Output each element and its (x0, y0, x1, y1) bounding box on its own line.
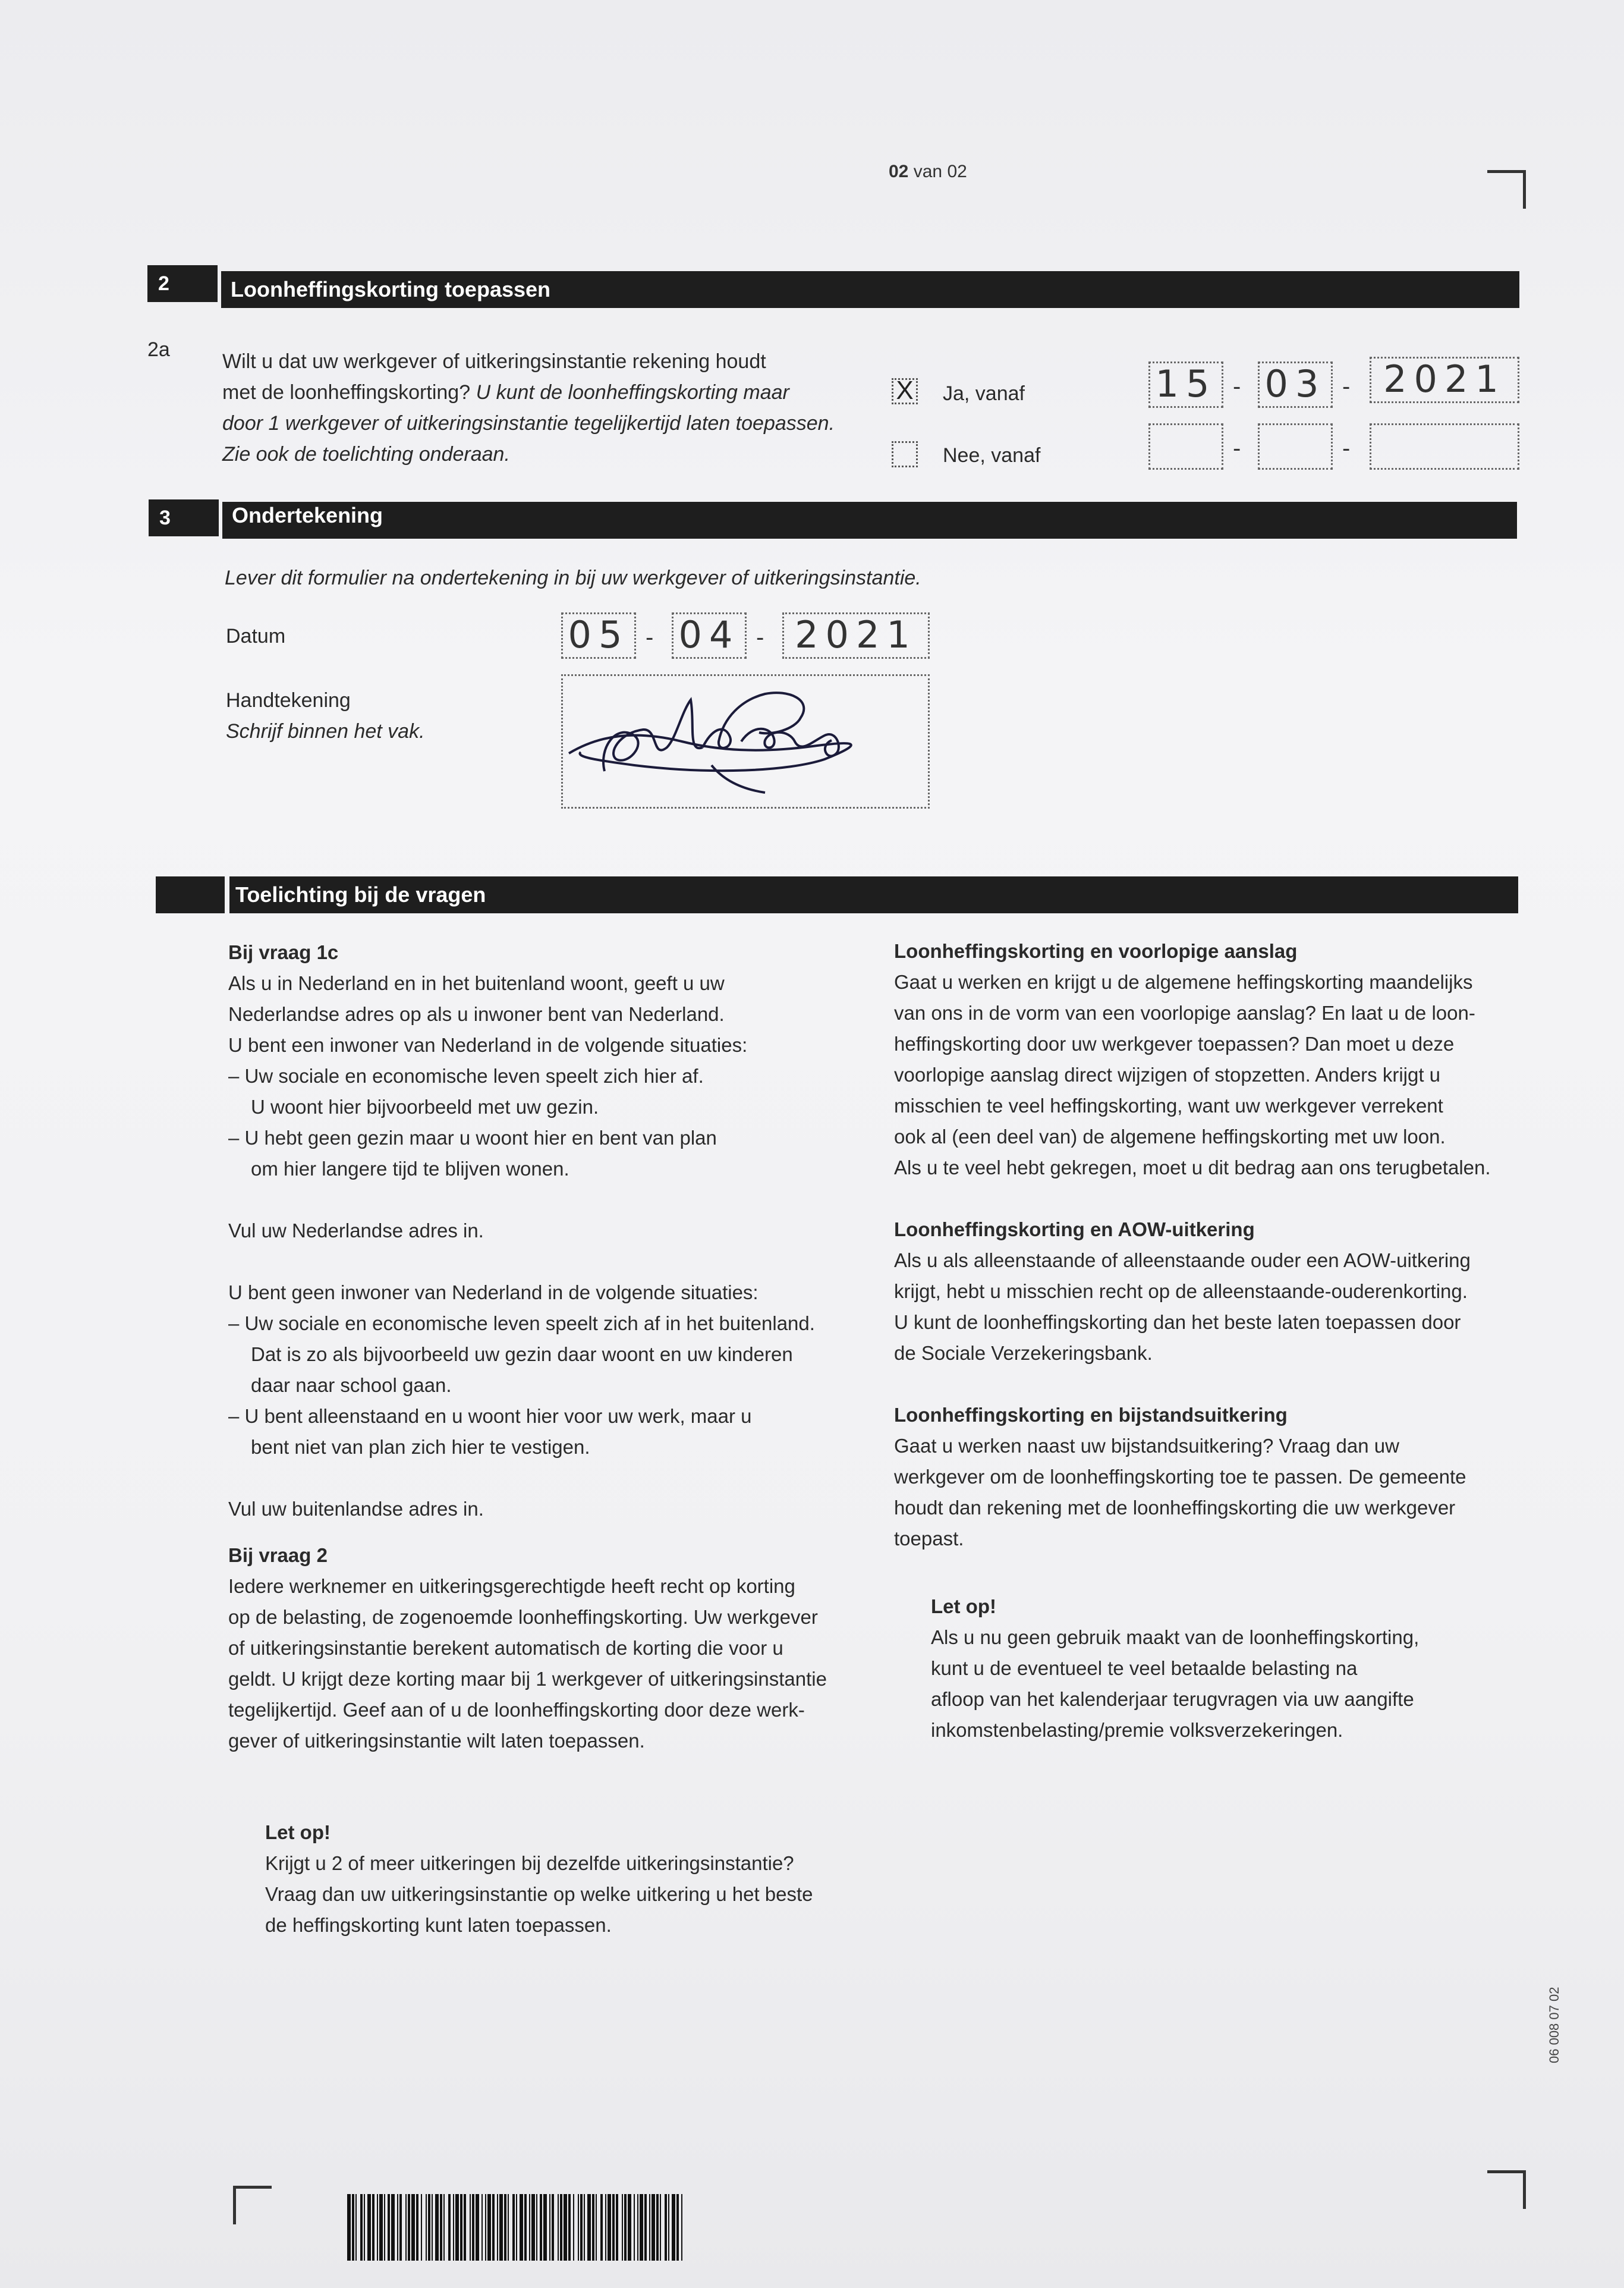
date-separator: - (646, 624, 654, 650)
barcode-bar (624, 2194, 627, 2261)
barcode-bar (352, 2194, 354, 2261)
text-line: geldt. U krijgt deze korting maar bij 1 werkgever of uitkeringsinstantie (228, 1668, 827, 1690)
bullet-line: daar naar school gaan. (251, 1374, 452, 1396)
bullet-line: om hier langere tijd te blijven wonen. (251, 1158, 569, 1180)
label-handtekening: Handtekening (226, 689, 351, 712)
question-2a-hint-line3: Zie ook de toelichting onderaan. (222, 443, 510, 466)
section-3-number: 3 (149, 499, 219, 536)
text-line: Gaat u werken en krijgt u de algemene heffingskorting maandelijks (894, 971, 1473, 993)
bullet-line: Dat is zo als bijvoorbeeld uw gezin daar woont en uw kinderen (251, 1343, 793, 1365)
barcode-bar (416, 2194, 418, 2261)
barcode-bar (637, 2194, 638, 2261)
spacer (228, 1184, 882, 1215)
barcode-bar (622, 2194, 623, 2261)
bullet-line: – U bent alleenstaand en u woont hier voor uw werk, maar u (228, 1405, 752, 1427)
note-right (931, 1591, 1525, 1746)
barcode-bar (355, 2194, 357, 2261)
text-line: U bent een inwoner van Nederland in de volgende situaties: (228, 1034, 748, 1056)
page-current: 02 (889, 162, 909, 181)
barcode-bar (448, 2194, 451, 2261)
text-line: tegelijkertijd. Geef aan of u de loonheffingskorting door deze werk- (228, 1699, 805, 1721)
barcode-bar (360, 2194, 363, 2261)
text-line: van ons in de vorm van een voorlopige aanslag? En laat u de loon- (894, 1002, 1475, 1024)
text-line: of uitkeringsinstantie berekent automatisch de korting die voor u (228, 1637, 783, 1659)
text-line: Als u te veel hebt gekregen, moet u dit bedrag aan ons terugbetalen. (894, 1156, 1491, 1178)
barcode-bar (552, 2194, 554, 2261)
barcode-bar (600, 2194, 603, 2261)
text-line: Vul uw Nederlandse adres in. (228, 1220, 484, 1242)
yes-month-field[interactable]: 03 (1258, 362, 1333, 408)
barcode-bar (367, 2194, 371, 2261)
barcode-bar (540, 2194, 542, 2261)
barcode-bar (516, 2194, 517, 2261)
barcode-bar (426, 2194, 427, 2261)
barcode-bar (596, 2194, 597, 2261)
explanation-voorlopige-aanslag (894, 936, 1560, 1554)
barcode-bar (364, 2194, 365, 2261)
page-total: 02 (947, 162, 967, 181)
date-separator: - (1342, 435, 1351, 461)
text-line: Vraag dan uw uitkeringsinstantie op welke uitkering u het beste (265, 1883, 813, 1905)
barcode-bar (608, 2194, 611, 2261)
barcode-bar (379, 2194, 383, 2261)
question-2a-line1: Wilt u dat uw werkgever of uitkeringsinstantie rekening houdt (222, 350, 766, 373)
barcode-bar (476, 2194, 479, 2261)
spacer (228, 1463, 882, 1494)
barcode-bar (681, 2194, 682, 2261)
checkbox-ja[interactable]: X (892, 378, 918, 404)
text-line: ook al (een deel van) de algemene heffingskorting met uw loon. (894, 1126, 1446, 1148)
barcode-bar (634, 2194, 635, 2261)
barcode-bar (656, 2194, 659, 2261)
barcode-bar (347, 2194, 351, 2261)
spacer (894, 1183, 1560, 1214)
text-line: Gaat u werken naast uw bijstandsuitkering? Vraag dan uw (894, 1435, 1399, 1457)
barcode-bar (487, 2194, 491, 2261)
barcode-bar (660, 2194, 661, 2261)
no-year-field[interactable] (1370, 423, 1519, 470)
barcode-bar (384, 2194, 385, 2261)
barcode-bar (499, 2194, 503, 2261)
barcode-bar (512, 2194, 515, 2261)
spacer (228, 1246, 882, 1277)
text-line: de heffingskorting kunt laten toepassen. (265, 1914, 612, 1936)
barcode-bar (529, 2194, 530, 2261)
document-id: 06 008 07 02 (1547, 1987, 1562, 2063)
barcode-bar (584, 2194, 585, 2261)
barcode-bar (377, 2194, 378, 2261)
checkbox-nee[interactable] (892, 441, 918, 467)
barcode-bar (508, 2194, 509, 2261)
text-line: Iedere werknemer en uitkeringsgerechtigde heeft recht op korting (228, 1575, 795, 1597)
text-line: Als u als alleenstaande of alleenstaande ouder een AOW-uitkering (894, 1249, 1471, 1271)
signing-instruction: Lever dit formulier na ondertekening in bij uw werkgever of uitkeringsinstantie. (225, 567, 921, 589)
bullet-line: U woont hier bijvoorbeeld met uw gezin. (251, 1096, 599, 1118)
barcode-bar (652, 2194, 655, 2261)
text-line: houdt dan rekening met de loonheffingskorting die uw werkgever (894, 1497, 1456, 1519)
no-day-field[interactable] (1148, 423, 1223, 470)
barcode-bar (435, 2194, 439, 2261)
question-2a-hint-line2: door 1 werkgever of uitkeringsinstantie tegelijkertijd laten toepassen. (222, 412, 835, 435)
text-line: krijgt, hebt u misschien recht op de alleenstaande-ouderenkorting. (894, 1280, 1468, 1302)
text-line: heffingskorting door uw werkgever toepassen? Dan moet u deze (894, 1033, 1455, 1055)
label-ja-vanaf: Ja, vanaf (943, 382, 1025, 405)
barcode-bar (592, 2194, 594, 2261)
barcode-bar (492, 2194, 495, 2261)
text-line: afloop van het kalenderjaar terugvragen via uw aangifte (931, 1688, 1414, 1710)
question-2a-hint-start: U kunt de loonheffingskorting maar (476, 381, 789, 404)
text-line: voorlopige aanslag direct wijzigen of stopzetten. Anders krijgt u (894, 1064, 1441, 1086)
text-line: U kunt de loonheffingskorting dan het beste laten toepassen door (894, 1311, 1461, 1333)
spacer (228, 1525, 882, 1540)
no-month-field[interactable] (1258, 423, 1333, 470)
sign-month-field[interactable]: 04 (672, 612, 747, 659)
barcode-bar (497, 2194, 498, 2261)
barcode-bar (605, 2194, 606, 2261)
barcode-bar (472, 2194, 474, 2261)
barcode-bar (640, 2194, 643, 2261)
text-line: Vul uw buitenlandse adres in. (228, 1498, 484, 1520)
crop-mark-bottom-right (1487, 2170, 1526, 2209)
barcode-bar (665, 2194, 667, 2261)
barcode-bar (531, 2194, 535, 2261)
heading-voorlopige-aanslag: Loonheffingskorting en voorlopige aanslag (894, 940, 1298, 962)
barcode-bar (558, 2194, 559, 2261)
barcode-bar (587, 2194, 591, 2261)
barcode-bar (464, 2194, 466, 2261)
note-left (265, 1817, 889, 1941)
question-2a-text: met de loonheffingskorting? (222, 381, 471, 404)
page-number (889, 162, 967, 182)
heading-bijstandsuitkering: Loonheffingskorting en bijstandsuitkering (894, 1404, 1288, 1426)
note-heading: Let op! (265, 1821, 331, 1843)
bullet-line: bent niet van plan zich hier te vestigen. (251, 1436, 590, 1458)
barcode-bar (649, 2194, 650, 2261)
label-nee-vanaf: Nee, vanaf (943, 444, 1041, 467)
barcode-bar (543, 2194, 547, 2261)
question-2a-line2 (222, 377, 789, 408)
barcode-bar (524, 2194, 527, 2261)
barcode-bar (411, 2194, 415, 2261)
barcode-bar (391, 2194, 395, 2261)
barcode-bar (672, 2194, 675, 2261)
spacer (894, 1369, 1560, 1400)
date-separator: - (1233, 373, 1241, 400)
question-2a-number: 2a (147, 338, 170, 361)
section-3-title: Ondertekening (232, 503, 383, 527)
barcode-bar (504, 2194, 506, 2261)
text-line: gever of uitkeringsinstantie wilt laten toepassen. (228, 1730, 645, 1752)
label-datum: Datum (226, 625, 286, 648)
barcode-bar (616, 2194, 618, 2261)
barcode-bar (573, 2194, 574, 2261)
date-separator: - (756, 624, 764, 650)
barcode-bar (560, 2194, 562, 2261)
text-line: toepast. (894, 1528, 964, 1550)
text-line: de Sociale Verzekeringsbank. (894, 1342, 1153, 1364)
barcode-bar (485, 2194, 486, 2261)
barcode-bar (443, 2194, 445, 2261)
barcode-bar (676, 2194, 679, 2261)
crop-mark-top-right (1487, 170, 1526, 209)
barcode-bar (432, 2194, 433, 2261)
signature-hint: Schrijf binnen het vak. (226, 720, 425, 743)
barcode-bar (455, 2194, 459, 2261)
section-2-number: 2 (147, 265, 218, 302)
note-heading: Let op! (931, 1595, 996, 1617)
text-line: misschien te veel heffingskorting, want uw werkgever verrekent (894, 1095, 1443, 1117)
barcode-bar (578, 2194, 579, 2261)
barcode-bar (564, 2194, 567, 2261)
yes-year-field[interactable]: 2021 (1370, 357, 1519, 403)
barcode-bar (453, 2194, 454, 2261)
barcode-bar (612, 2194, 615, 2261)
bullet-line: – Uw sociale en economische leven speelt zich af in het buitenland. (228, 1312, 815, 1334)
heading-question-2: Bij vraag 2 (228, 1544, 328, 1566)
explanation-question-1c (228, 937, 882, 1756)
text-line: werkgever om de loonheffingskorting toe te passen. De gemeente (894, 1466, 1466, 1488)
text-line: kunt u de eventueel te veel betaalde belasting na (931, 1657, 1358, 1679)
sign-year-field[interactable]: 2021 (782, 612, 930, 659)
barcode-bar (460, 2194, 462, 2261)
heading-aow-uitkering: Loonheffingskorting en AOW-uitkering (894, 1218, 1255, 1240)
barcode-bar (520, 2194, 523, 2261)
barcode-bar (580, 2194, 583, 2261)
toelichting-title: Toelichting bij de vragen (235, 882, 486, 907)
bullet-line: – U hebt geen gezin maar u woont hier en bent van plan (228, 1127, 717, 1149)
text-line: U bent geen inwoner van Nederland in de volgende situaties: (228, 1281, 759, 1303)
section-3-bar (222, 502, 1517, 539)
date-separator: - (1342, 373, 1351, 400)
handwritten-signature (563, 676, 931, 810)
barcode-bar (536, 2194, 537, 2261)
yes-day-field[interactable]: 15 (1148, 362, 1223, 408)
barcode-icon (347, 2194, 684, 2261)
date-separator: - (1233, 435, 1241, 461)
text-line: inkomstenbelasting/premie volksverzekeringen. (931, 1719, 1343, 1741)
barcode-bar (397, 2194, 398, 2261)
toelichting-bar-gap (225, 876, 229, 913)
barcode-bar (481, 2194, 483, 2261)
barcode-bar (428, 2194, 430, 2261)
heading-question-1c: Bij vraag 1c (228, 941, 339, 963)
text-line: Krijgt u 2 of meer uitkeringen bij dezelfde uitkeringsinstantie? (265, 1852, 794, 1874)
barcode-bar (405, 2194, 407, 2261)
barcode-bar (372, 2194, 374, 2261)
barcode-bar (668, 2194, 669, 2261)
barcode-bar (628, 2194, 631, 2261)
section-2-title: Loonheffingskorting toepassen (231, 277, 551, 301)
sign-day-field[interactable]: 05 (561, 612, 636, 659)
text-line: Als u nu geen gebruik maakt van de loonheffingskorting, (931, 1626, 1420, 1648)
barcode-bar (568, 2194, 571, 2261)
barcode-bar (470, 2194, 471, 2261)
crop-mark-bottom-left (233, 2186, 272, 2224)
signature-field[interactable] (561, 674, 930, 809)
page-separator: van (913, 162, 943, 181)
barcode-bar (399, 2194, 402, 2261)
barcode-bar (408, 2194, 410, 2261)
text-line: Als u in Nederland en in het buitenland woont, geeft u uw (228, 972, 725, 994)
text-line: Nederlandse adres op als u inwoner bent van Nederland. (228, 1003, 725, 1025)
barcode-bar (421, 2194, 422, 2261)
barcode-bar (440, 2194, 442, 2261)
barcode-bar (549, 2194, 550, 2261)
text-line: op de belasting, de zogenoemde loonheffingskorting. Uw werkgever (228, 1606, 818, 1628)
barcode-bar (388, 2194, 390, 2261)
bullet-line: – Uw sociale en economische leven speelt zich hier af. (228, 1065, 704, 1087)
barcode-bar (644, 2194, 647, 2261)
